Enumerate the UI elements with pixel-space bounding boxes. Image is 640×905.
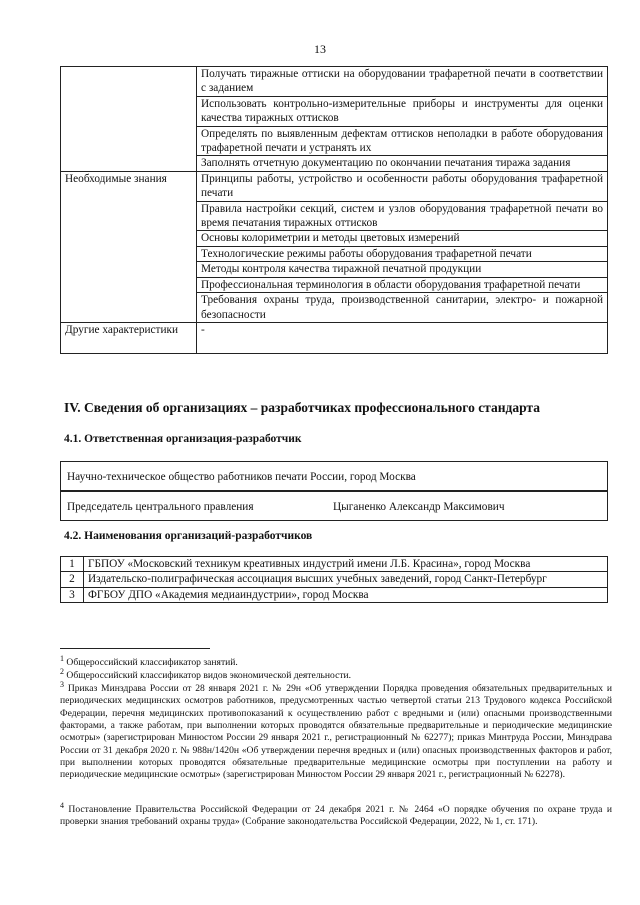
row-label: Другие характеристики — [61, 322, 197, 353]
table-cell: Принципы работы, устройство и особенности работы оборудования трафаретной печати — [197, 171, 608, 201]
chair-position: Председатель центрального правления — [67, 501, 254, 513]
table-cell: Требования охраны труда, производственной санитарии, электро- и пожарной безопасности — [197, 293, 608, 323]
table-row — [61, 67, 608, 97]
row-label: Необходимые знания — [61, 171, 197, 322]
table-row — [61, 322, 608, 353]
table-cell: Использовать контрольно-измерительные приборы и инструменты для оценки качества тиражных оттисков — [197, 96, 608, 126]
page-number: 13 — [314, 42, 326, 56]
developer-name: ФГБОУ ДПО «Академия медиаиндустрии», город Москва — [84, 587, 608, 602]
skills-table — [60, 66, 608, 354]
footnote-text: Общероссийский классификатор видов экономической деятельности. — [66, 670, 352, 682]
row-number: 2 — [61, 572, 84, 587]
org-chair-box — [60, 491, 608, 521]
table-row — [61, 572, 608, 587]
footnote — [60, 679, 612, 782]
chair-name: Цыганенко Александр Максимович — [333, 501, 505, 513]
table-cell: - — [197, 322, 608, 353]
footnote — [60, 800, 612, 829]
org-name: Научно-техническое общество работников печати России, город Москва — [67, 471, 416, 483]
footnote-text: Постановление Правительства Российской Федерации от 24 декабря 2021 г. № 2464 «О порядке обучения по охране труда и проверки знания требований охраны труда» (Собрание законодательства Российской Федерации, 2022, № 1, ст. 171). — [60, 804, 612, 828]
table-cell: Основы колориметрии и методы цветовых измерений — [197, 231, 608, 246]
table-cell: Методы контроля качества тиражной печатной продукции — [197, 262, 608, 277]
footnote-mark: 3 — [60, 680, 64, 689]
subsection-title: 4.1. Ответственная организация-разработчик — [64, 433, 302, 445]
developer-name: Издательско-полиграфическая ассоциация высших учебных заведений, город Санкт-Петербург — [84, 572, 608, 587]
table-cell: Профессиональная терминология в области оборудования трафаретной печати — [197, 277, 608, 292]
footnote-mark: 1 — [60, 654, 64, 663]
footnote-separator — [60, 648, 210, 649]
developers-table — [60, 556, 608, 603]
footnote-text: Приказ Минздрава России от 28 января 2021 г. № 29н «Об утверждении Порядка проведения обязательных предварительных и периодических медицинских осмотров работников, предусмотренных частью четвертой статьи 213 Трудового кодекса Российской Федерации, перечня медицинских противопоказаний к осуществлению работ с вредными и (или) опасными производственными факторами, а также работам, при выполнении которых проводятся обязательные предварительные и периодические медицинские осмотры» (зарегистрирован Минюстом России 29 января 2021 г., регистрационный № 62277); приказ Минтруда России, Минздрава России от 31 декабря 2020 г. № 988н/1420н «Об утверждении перечня вредных и (или) опасных производственных факторов и работ, при выполнении которых проводятся обязательные предварительные медицинские осмотры при поступлении на работу и периодические медицинские осмотры» (зарегистрирован Минюстом России 29 января 2021 г., регистрационный № 62278). — [60, 683, 612, 781]
org-name-box — [60, 461, 608, 491]
row-number: 3 — [61, 587, 84, 602]
table-row — [61, 587, 608, 602]
footnote-text: Общероссийский классификатор занятий. — [66, 657, 238, 669]
table-row — [61, 557, 608, 572]
footnote-mark: 4 — [60, 801, 64, 810]
developer-name: ГБПОУ «Московский техникум креативных индустрий имени Л.Б. Красина», город Москва — [84, 557, 608, 572]
subsection-title: 4.2. Наименования организаций-разработчиков — [64, 530, 313, 542]
table-row — [61, 171, 608, 201]
table-cell: Определять по выявленным дефектам оттисков неполадки в работе оборудования трафаретной печати и устранять их — [197, 126, 608, 156]
section-title: IV. Сведения об организациях – разработчиках профессионального стандарта — [64, 400, 540, 415]
table-cell: Правила настройки секций, систем и узлов оборудования трафаретной печати во время печатания тиражных оттисков — [197, 201, 608, 231]
table-cell: Заполнять отчетную документацию по окончании печатания тиража задания — [197, 156, 608, 171]
table-cell: Получать тиражные оттиски на оборудовании трафаретной печати в соответствии с заданием — [197, 67, 608, 97]
row-number: 1 — [61, 557, 84, 572]
row-label — [61, 67, 197, 172]
table-cell: Технологические режимы работы оборудования трафаретной печати — [197, 246, 608, 261]
footnote-mark: 2 — [60, 667, 64, 676]
